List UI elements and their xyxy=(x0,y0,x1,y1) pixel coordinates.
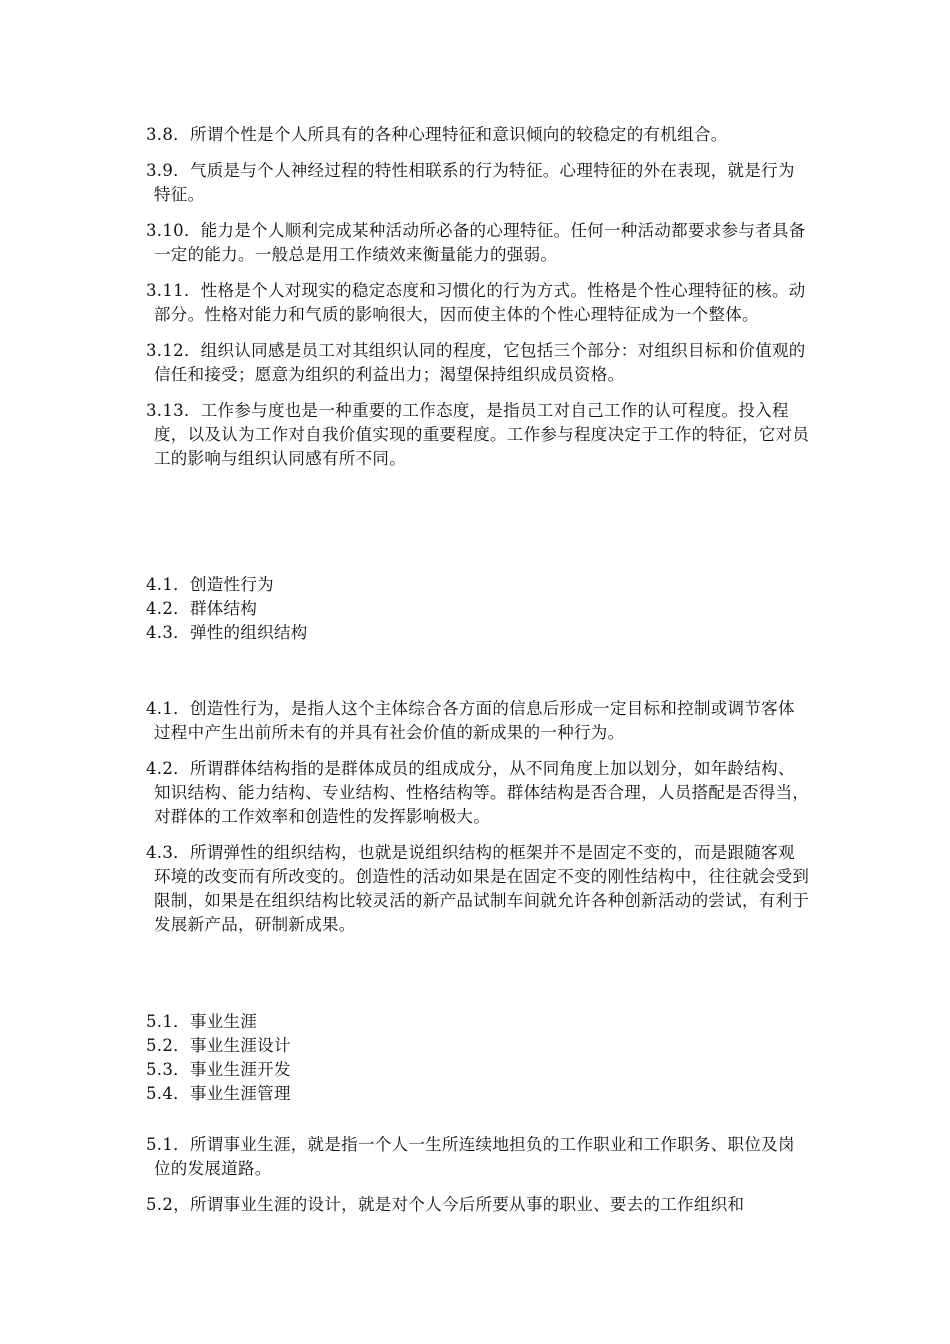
answer-5-2: 5.2，所谓事业生涯的设计，就是对个人今后所要从事的职业、要去的工作组织和 xyxy=(146,1195,745,1214)
answer-5-1: 5.1．所谓事业生涯，就是指一个人一生所连续地担负的工作职业和工作职务、职位及岗位的发展道路。 xyxy=(146,1135,795,1178)
list-item-5-4: 5.4．事业生涯管理 xyxy=(146,1084,291,1103)
section-4-list xyxy=(146,573,811,645)
answer-4-1: 4.1．创造性行为，是指人这个主体综合各方面的信息后形成一定目标和控制或调节客体过程中产生出前所未有的并具有社会价值的新成果的一种行为。 xyxy=(146,699,795,742)
list-item-5-3: 5.3．事业生涯开发 xyxy=(146,1060,291,1079)
answer-3-8: 3.8．所谓个性是个人所具有的各种心理特征和意识倾向的较稳定的有机组合。 xyxy=(146,125,728,144)
answer-4-2: 4.2．所谓群体结构指的是群体成员的组成成分，从不同角度上加以划分，如年龄结构、知识结构、能力结构、专业结构、性格结构等。群体结构是否合理，人员搭配是否得当，对群体的工作效率和创造性的发挥影响极大。 xyxy=(146,759,810,826)
section-5-list xyxy=(146,1010,811,1106)
section-5-answers xyxy=(146,1133,811,1217)
section-4-answers xyxy=(146,697,811,937)
list-item-5-1: 5.1．事业生涯 xyxy=(146,1012,258,1031)
list-item-4-2: 4.2．群体结构 xyxy=(146,599,258,618)
list-item-4-3: 4.3．弹性的组织结构 xyxy=(146,623,308,642)
answer-4-3: 4.3．所谓弹性的组织结构，也就是说组织结构的框架并不是固定不变的，而是跟随客观环境的改变而有所改变的。创造性的活动如果是在固定不变的刚性结构中，往往就会受到限制，如果是在组织结构比较灵活的新产品试制车间就允许各种创新活动的尝试，有利于发展新产品，研制新成果。 xyxy=(146,843,810,934)
section-3-answers xyxy=(146,123,811,471)
answer-3-12: 3.12．组织认同感是员工对其组织认同的程度，它包括三个部分：对组织目标和价值观的信任和接受；愿意为组织的利益出力；渴望保持组织成员资格。 xyxy=(146,341,806,384)
answer-3-9: 3.9．气质是与个人神经过程的特性相联系的行为特征。心理特征的外在表现，就是行为特征。 xyxy=(146,161,795,204)
list-item-5-2: 5.2．事业生涯设计 xyxy=(146,1036,291,1055)
answer-3-10: 3.10．能力是个人顺利完成某种活动所必备的心理特征。任何一种活动都要求参与者具备一定的能力。一般总是用工作绩效来衡量能力的强弱。 xyxy=(146,221,806,264)
list-item-4-1: 4.1．创造性行为 xyxy=(146,575,274,594)
answer-3-13: 3.13．工作参与度也是一种重要的工作态度，是指员工对自己工作的认可程度。投入程度，以及认为工作对自我价值实现的重要程度。工作参与程度决定于工作的特征，它对员工的影响与组织认同感有所不同。 xyxy=(146,401,810,468)
answer-3-11: 3.11．性格是个人对现实的稳定态度和习惯化的行为方式。性格是个性心理特征的核。动部分。性格对能力和气质的影响很大，因而使主体的个性心理特征成为一个整体。 xyxy=(146,281,806,324)
